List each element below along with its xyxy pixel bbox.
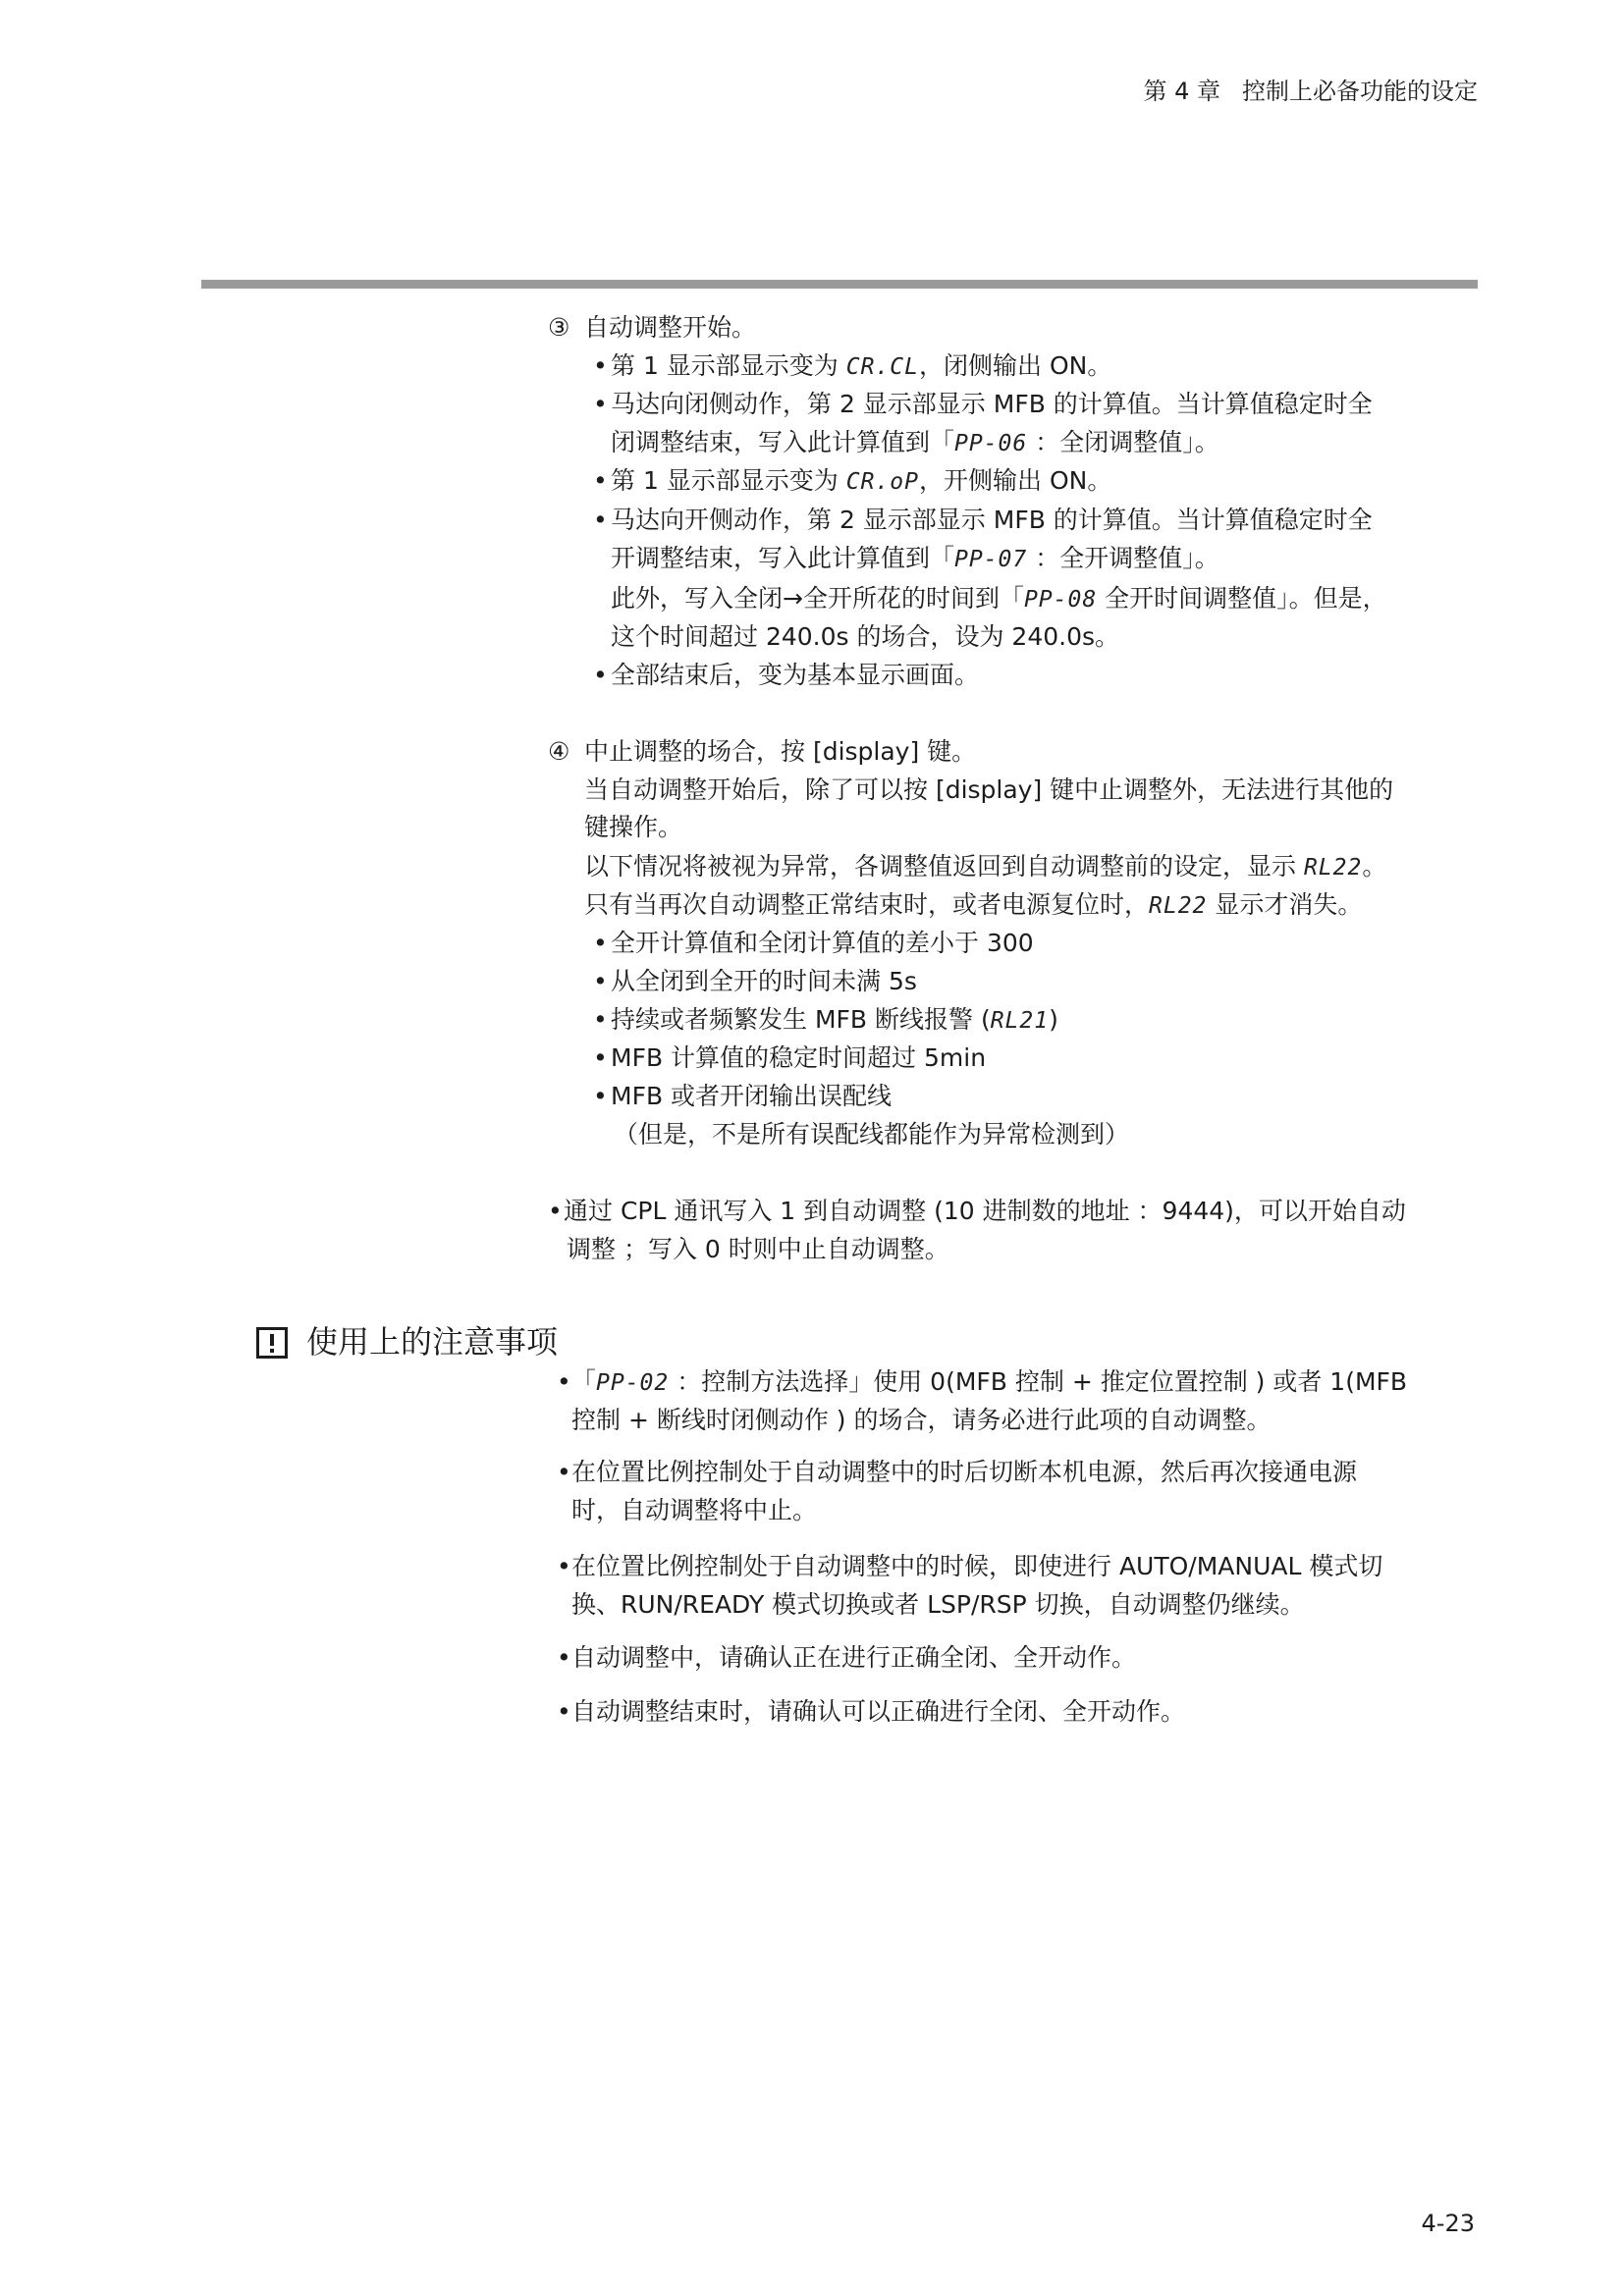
step3-bullet-2	[611, 385, 1373, 423]
step3-bullet-3	[611, 461, 1111, 502]
step3-bullet-4-cont	[611, 579, 1387, 619]
caution-icon	[256, 1327, 288, 1359]
condition-item	[611, 924, 1034, 962]
text: 。	[1362, 852, 1387, 881]
text: 控制 + 断线时闭侧动作 ) 的场合，请务必进行此项的自动调整。	[571, 1406, 1272, 1434]
text: 自动调整中，请确认正在进行正确全闭、全开动作。	[571, 1643, 1137, 1672]
page-number: 4-23	[1421, 2210, 1475, 2237]
text: 显示才消失。	[1207, 890, 1363, 919]
text: MFB 或者开闭输出误配线	[611, 1082, 893, 1110]
caution-heading: 使用上的注意事项	[306, 1323, 559, 1361]
step4-heading	[548, 732, 976, 771]
step3-marker: ③	[548, 313, 570, 342]
text: MFB 计算值的稳定时间超过 5min	[611, 1043, 987, 1072]
display-code: PP-07	[954, 547, 1028, 572]
step3-bullet-4	[611, 501, 1373, 539]
condition-item	[611, 962, 917, 1000]
display-code: PP-08	[1023, 587, 1098, 613]
text: 换、RUN/READY 模式切换或者 LSP/RSP 切换，自动调整仍继续。	[571, 1590, 1305, 1619]
step3-title: 自动调整开始。	[584, 313, 757, 342]
condition-item	[611, 1000, 1058, 1041]
text: 在位置比例控制处于自动调整中的时后切断本机电源，然后再次接通电源	[571, 1458, 1358, 1486]
text: ：全开调整值」。	[1027, 544, 1219, 572]
display-code: RL22	[1149, 893, 1208, 919]
text: 「	[571, 1367, 597, 1396]
display-code: RL22	[1303, 855, 1363, 881]
display-code: CR.oP	[845, 469, 919, 495]
caution-item-4	[571, 1638, 1136, 1677]
caution-item-1	[571, 1362, 1407, 1403]
caution-item-1-cont	[571, 1401, 1272, 1439]
step3-bullet-5	[611, 656, 979, 694]
text: 这个时间超过 240.0s 的场合，设为 240.0s。	[611, 622, 1120, 651]
text: 以下情况将被视为异常，各调整值返回到自动调整前的设定，显示	[584, 852, 1304, 881]
text: 全开计算值和全闭计算值的差小于 300	[611, 929, 1034, 957]
caution-item-3	[571, 1547, 1382, 1585]
step4-paragraph-2	[584, 847, 1386, 887]
cpl-note	[564, 1192, 1406, 1230]
caution-item-2	[571, 1453, 1357, 1491]
step3-bullet-1	[611, 347, 1111, 387]
text: 在位置比例控制处于自动调整中的时候，即使进行 AUTO/MANUAL 模式切	[571, 1552, 1383, 1580]
text: 此外，写入全闭→全开所花的时间到「	[611, 584, 1024, 613]
text: 持续或者频繁发生 MFB 断线报警 (	[611, 1005, 991, 1034]
text: 时，自动调整将中止。	[571, 1496, 818, 1524]
caution-item-5	[571, 1692, 1185, 1731]
chapter-title: 控制上必备功能的设定	[1242, 78, 1478, 105]
display-code: RL21	[990, 1008, 1050, 1034]
text: ：控制方法选择」使用 0(MFB 控制 + 推定位置控制 ) 或者 1(MFB	[669, 1367, 1408, 1396]
text: 全部结束后，变为基本显示画面。	[611, 661, 980, 689]
condition-item	[611, 1039, 986, 1077]
step3-bullet-2-cont	[611, 423, 1219, 463]
display-code: PP-02	[596, 1370, 670, 1396]
step4-paragraph-2-cont	[584, 885, 1362, 926]
step4-title: 中止调整的场合，按 [display] 键。	[584, 737, 977, 766]
text: ：全闭调整值」。	[1027, 428, 1219, 456]
text: 全开时间调整值」。但是，	[1097, 584, 1387, 613]
section-divider	[201, 280, 1478, 289]
step3-heading	[548, 308, 756, 347]
display-code: CR.CL	[845, 354, 919, 380]
step4-marker: ④	[548, 737, 570, 766]
caution-item-3-cont	[571, 1585, 1305, 1624]
text: 键操作。	[584, 813, 683, 841]
text: )	[1049, 1005, 1058, 1034]
text: ，开侧输出 ON。	[919, 466, 1112, 495]
text: 从全闭到全开的时间未满 5s	[611, 967, 917, 995]
running-header	[1143, 75, 1478, 108]
text: ，闭侧输出 ON。	[919, 351, 1112, 380]
text: 第 1 显示部显示变为	[611, 351, 846, 380]
text: （但是，不是所有误配线都能作为异常检测到）	[614, 1120, 1130, 1148]
text: 闭调整结束，写入此计算值到「	[611, 428, 955, 456]
text: 当自动调整开始后，除了可以按 [display] 键中止调整外，无法进行其他的	[584, 775, 1394, 804]
caution-item-2-cont	[571, 1491, 817, 1529]
cpl-note-cont	[567, 1230, 949, 1268]
text: 开调整结束，写入此计算值到「	[611, 544, 955, 572]
text: 马达向闭侧动作，第 2 显示部显示 MFB 的计算值。当计算值稳定时全	[611, 390, 1373, 418]
step3-bullet-4-cont	[611, 617, 1119, 656]
condition-item	[611, 1077, 892, 1115]
chapter-number: 第 4 章	[1143, 78, 1220, 105]
display-code: PP-06	[954, 431, 1028, 456]
text: 第 1 显示部显示变为	[611, 466, 846, 495]
text: 通过 CPL 通讯写入 1 到自动调整 (10 进制数的地址 ：9444)，可以开始自动	[564, 1197, 1406, 1225]
text: 马达向开侧动作，第 2 显示部显示 MFB 的计算值。当计算值稳定时全	[611, 506, 1373, 534]
condition-note	[614, 1115, 1129, 1153]
step3-bullet-4-cont	[611, 539, 1219, 579]
text: 调整 ；写入 0 时则中止自动调整。	[567, 1235, 949, 1263]
step4-paragraph-1-cont	[584, 808, 682, 846]
text: 只有当再次自动调整正常结束时，或者电源复位时，	[584, 890, 1150, 919]
text: 自动调整结束时，请确认可以正确进行全闭、全开动作。	[571, 1697, 1186, 1726]
step4-paragraph-1	[584, 771, 1393, 809]
